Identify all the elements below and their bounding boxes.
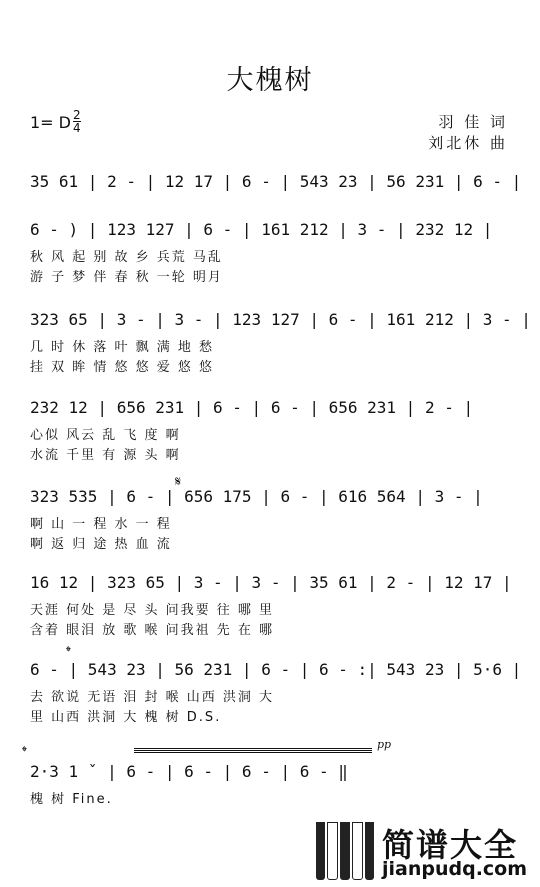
lyrics-verse-2: 含着 眼泪 放 歌 喉 问我祖 先 在 哪 xyxy=(30,623,275,638)
lyrics-verse-1: 啊 山 一 程 水 一 程 xyxy=(30,517,172,532)
lyrics-verse-1: 去 欲说 无语 泪 封 喉 山西 洪洞 大 xyxy=(30,690,275,705)
score-system-7 xyxy=(30,660,522,726)
notes-line: 16 12 | 323 65 | 3 - | 3 - | 35 61 | 2 - | 12 17 | xyxy=(30,573,512,592)
key-signature: 1= D xyxy=(30,113,71,132)
time-signature xyxy=(73,109,81,134)
coda-icon: 𝄌 xyxy=(66,644,71,660)
lyrics-verse-1: 天涯 何处 是 尽 头 问我要 往 哪 里 xyxy=(30,603,275,618)
notes-line: 323 65 | 3 - | 3 - | 123 127 | 6 - | 161 212 | 3 - | xyxy=(30,310,531,329)
dynamic-mark: pp xyxy=(377,738,392,751)
score-system-8 xyxy=(30,762,512,808)
logo-url: jianpudq.com xyxy=(382,858,528,880)
piano-keys-icon xyxy=(316,822,374,880)
lyrics-verse-2: 水流 千里 有 源 头 啊 xyxy=(30,448,181,463)
notes-line: 6 - | 543 23 | 56 231 | 6 - | 6 - :| 543 23 | 5·6 | xyxy=(30,660,522,679)
lyrics-verse-2: 啊 返 归 途 热 血 流 xyxy=(30,537,172,552)
score-system-4 xyxy=(30,398,512,464)
coda-icon: 𝄌 xyxy=(22,744,27,760)
notes-line: 35 61 | 2 - | 12 17 | 6 - | 543 23 | 56 231 | 6 - | xyxy=(30,172,522,191)
notes-line: 6 - ) | 123 127 | 6 - | 161 212 | 3 - | 232 12 | xyxy=(30,220,493,239)
time-sig-numerator: 2 xyxy=(73,108,81,122)
score-system-6 xyxy=(30,573,512,639)
lyrics-verse-1: 秋 风 起 别 故 乡 兵荒 马乱 xyxy=(30,250,223,265)
lyrics-verse-2: 挂 双 眸 情 悠 悠 爱 悠 悠 xyxy=(30,360,215,375)
logo-text: 简谱大全 xyxy=(382,826,519,864)
notes-line: 323 535 | 6 - | 656 175 | 6 - | 616 564 | 3 - | xyxy=(30,487,483,506)
lyrics-verse-2: 游 子 梦 伴 春 秋 一轮 明月 xyxy=(30,270,223,285)
notes-line: 232 12 | 656 231 | 6 - | 6 - | 656 231 | 2 - | xyxy=(30,398,474,417)
score-system-5 xyxy=(30,487,512,553)
score-system-1 xyxy=(30,172,522,198)
composer-credit: 刘北休 曲 xyxy=(428,134,508,152)
notes-line: 2·3 1 ˇ | 6 - | 6 - | 6 - | 6 - ‖ xyxy=(30,762,348,781)
score-system-3 xyxy=(30,310,531,376)
lyricist-credit: 羽 佳 词 xyxy=(438,113,508,131)
lyrics-verse-1: 几 时 休 落 叶 飘 满 地 愁 xyxy=(30,340,215,355)
lyrics-verse-1: 槐 树 Fine. xyxy=(30,792,113,807)
score-system-2 xyxy=(30,220,512,286)
time-sig-denominator: 4 xyxy=(73,121,81,135)
site-logo xyxy=(316,822,536,882)
lyrics-verse-2: 里 山西 洪洞 大 槐 树 D.S. xyxy=(30,710,222,725)
lyrics-verse-1: 心似 风云 乱 飞 度 啊 xyxy=(30,428,181,443)
segno-icon: 𝄋 xyxy=(175,474,182,490)
page-title: 大槐树 xyxy=(226,65,314,96)
